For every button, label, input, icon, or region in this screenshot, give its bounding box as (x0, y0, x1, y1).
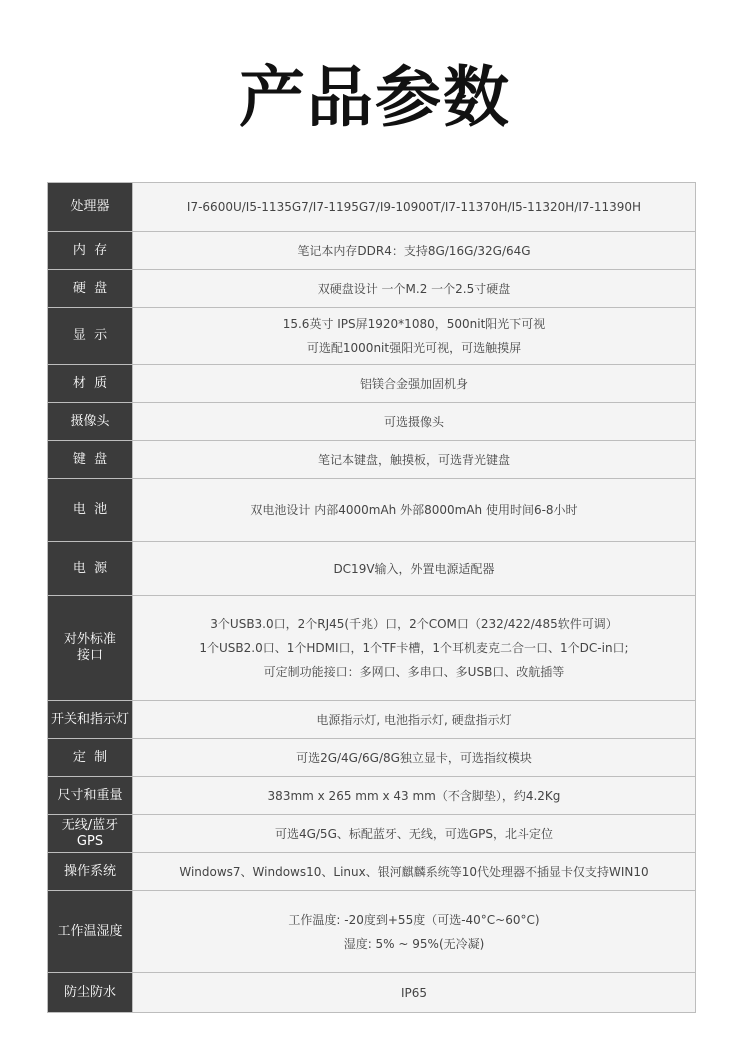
spec-label (48, 308, 133, 365)
spec-label-line: 显 示 (72, 328, 108, 343)
spec-value-line: 双硬盘设计 一个M.2 一个2.5寸硬盘 (317, 281, 511, 296)
spec-label-line: GPS (76, 833, 104, 849)
spec-label-line: 工作温湿度 (57, 923, 123, 939)
spec-value-line: 湿度: 5% ~ 95%(无冷凝) (343, 936, 485, 951)
spec-row (48, 232, 696, 270)
spec-label (48, 701, 133, 739)
spec-label-line: 无线/蓝牙 (61, 817, 119, 833)
spec-value (133, 441, 696, 479)
spec-label-line: 对外标准 (63, 632, 116, 647)
spec-value-line: 铝镁合金强加固机身 (359, 376, 468, 391)
spec-row (48, 815, 696, 853)
spec-table-body (48, 183, 696, 1013)
spec-value-line: 笔记本键盘，触摸板，可选背光键盘 (317, 452, 510, 467)
spec-value (133, 815, 696, 853)
spec-value (133, 853, 696, 891)
spec-value-line: 可选摄像头 (383, 414, 444, 429)
spec-label-line: 键 盘 (72, 451, 108, 467)
spec-row (48, 777, 696, 815)
spec-value-line: 双电池设计 内部4000mAh 外部8000mAh 使用时间6-8小时 (250, 503, 578, 517)
spec-value-line: 可选2G/4G/6G/8G独立显卡，可选指纹模块 (296, 750, 532, 765)
spec-label-line: 处理器 (70, 199, 110, 214)
spec-label (48, 365, 133, 403)
spec-row (48, 596, 696, 701)
spec-value (133, 308, 696, 365)
spec-row (48, 542, 696, 596)
spec-value-line: 1个USB2.0口、1个HDMI口，1个TF卡槽，1个耳机麦克二合一口、1个DC-in口; (199, 641, 629, 655)
spec-value-line: 可选4G/5G、标配蓝牙、无线，可选GPS，北斗定位 (274, 826, 554, 841)
spec-value-line: DC19V输入，外置电源适配器 (333, 561, 495, 576)
page-title: 产品参数 (239, 59, 511, 136)
spec-label-line: 防尘防水 (63, 984, 116, 1000)
spec-row (48, 441, 696, 479)
spec-row (48, 308, 696, 365)
spec-value (133, 270, 696, 308)
spec-label-line: 接口 (76, 648, 103, 663)
spec-label-line: 摄像头 (70, 413, 110, 429)
spec-label (48, 479, 133, 542)
spec-label (48, 596, 133, 701)
spec-row (48, 973, 696, 1013)
spec-value-line: 3个USB3.0口，2个RJ45(千兆）口，2个COM口（232/422/485软件可调） (210, 617, 618, 631)
spec-label-line: 操作系统 (63, 863, 116, 879)
spec-value-line: 可定制功能接口：多网口、多串口、多USB口、改航插等 (263, 665, 565, 679)
spec-table (47, 182, 696, 1013)
spec-value (133, 596, 696, 701)
spec-label-line: 内 存 (72, 242, 108, 258)
spec-value (133, 973, 696, 1013)
spec-row (48, 183, 696, 232)
spec-value-line: 383mm x 265 mm x 43 mm（不含脚垫），约4.2Kg (267, 788, 561, 803)
spec-label-line: 材 质 (72, 375, 108, 391)
spec-value (133, 542, 696, 596)
spec-label (48, 441, 133, 479)
spec-value (133, 739, 696, 777)
spec-label-line: 开关和指示灯 (50, 711, 129, 727)
spec-row (48, 701, 696, 739)
spec-label (48, 232, 133, 270)
spec-value (133, 777, 696, 815)
spec-label-line: 硬 盘 (72, 280, 108, 296)
spec-label (48, 777, 133, 815)
spec-label (48, 403, 133, 441)
spec-label-line: 电 池 (72, 502, 108, 517)
spec-value-line: 电源指示灯, 电池指示灯, 硬盘指示灯 (316, 712, 512, 727)
spec-label (48, 270, 133, 308)
spec-value (133, 183, 696, 232)
spec-label (48, 891, 133, 973)
spec-value (133, 479, 696, 542)
spec-label (48, 183, 133, 232)
spec-value-line: 可选配1000nit强阳光可视，可选触摸屏 (306, 341, 522, 355)
spec-row (48, 891, 696, 973)
spec-label (48, 542, 133, 596)
spec-value (133, 891, 696, 973)
spec-label (48, 853, 133, 891)
spec-label-line: 尺寸和重量 (57, 787, 123, 803)
spec-row (48, 365, 696, 403)
spec-row (48, 853, 696, 891)
spec-row (48, 403, 696, 441)
spec-value (133, 403, 696, 441)
spec-row (48, 270, 696, 308)
spec-value (133, 232, 696, 270)
spec-label-line: 电 源 (72, 560, 108, 576)
spec-value-line: 15.6英寸 IPS屏1920*1080，500nit阳光下可视 (282, 317, 546, 331)
spec-value-line: 笔记本内存DDR4：支持8G/16G/32G/64G (297, 243, 531, 258)
spec-row (48, 479, 696, 542)
spec-value-line: IP65 (400, 985, 428, 1000)
spec-value (133, 701, 696, 739)
spec-value-line: Windows7、Windows10、Linux、银河麒麟系统等10代处理器不插显卡仅支持WIN10 (179, 864, 649, 879)
spec-label-line: 定 制 (72, 749, 108, 765)
spec-label (48, 815, 133, 853)
spec-value (133, 365, 696, 403)
spec-value-line: 工作温度: -20度到+55度（可选-40°C~60°C) (288, 912, 540, 927)
spec-value-line: I7-6600U/I5-1135G7/I7-1195G7/I9-10900T/I7-11370H/I5-11320H/I7-11390H (186, 200, 642, 214)
spec-label (48, 739, 133, 777)
spec-label (48, 973, 133, 1013)
spec-row (48, 739, 696, 777)
